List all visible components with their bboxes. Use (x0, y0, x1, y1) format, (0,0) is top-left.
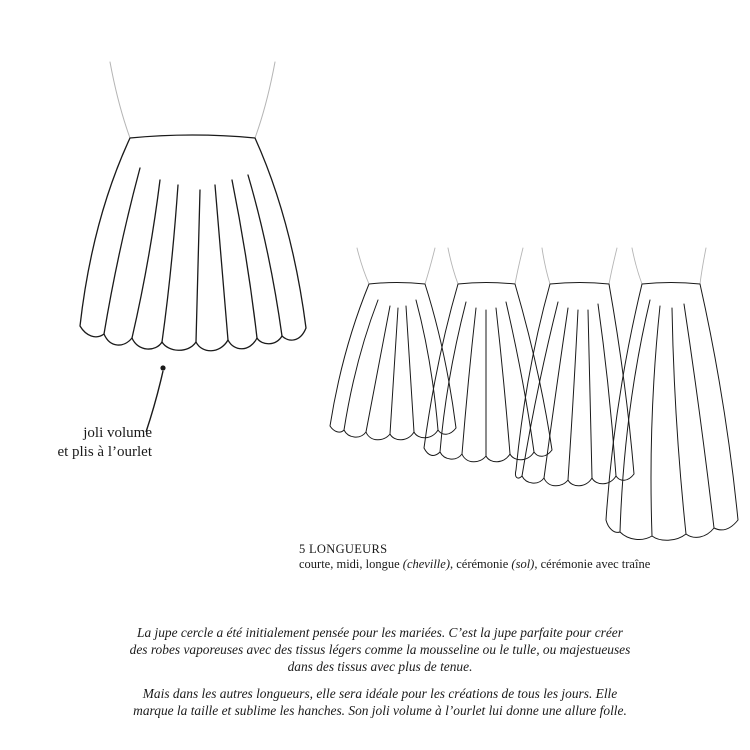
callout-pointer (146, 365, 166, 432)
lengths-list (299, 557, 650, 571)
description-line: des robes vaporeuses avec des tissus légers comme la mousseline ou le tulle, ou majestueuses (129, 642, 631, 657)
large-skirt-fold (104, 168, 140, 334)
lengths-caption (299, 542, 650, 572)
large-skirt-drawing (80, 62, 306, 351)
large-skirt-fold (248, 175, 282, 336)
body-guide-left (110, 62, 130, 138)
lengths-part-3: , cérémonie avec traîne (534, 557, 651, 571)
description-line: La jupe cercle a été initialement pensée pour les mariées. C’est la jupe parfaite pour créer (137, 625, 623, 640)
lengths-cheville-note: (cheville) (402, 557, 450, 571)
description-line: marque la taille et sublime les hanches. Son joli volume à l’ourlet lui donne une allure folle. (133, 703, 627, 718)
callout-line-1: joli volume (83, 425, 152, 441)
lengths-part-2: , cérémonie (449, 557, 512, 571)
lengths-title: 5 LONGUEURS (299, 542, 388, 556)
hem-volume-callout (20, 424, 152, 462)
large-skirt-fold (215, 185, 228, 340)
large-skirt-fold (232, 180, 257, 338)
description-line: Mais dans les autres longueurs, elle sera idéale pour les créations de tous les jours. Elle (142, 686, 618, 701)
lengths-sol-note: (sol) (511, 557, 535, 571)
large-skirt-fold (132, 180, 160, 338)
description-paragraph-2 (40, 685, 720, 719)
description-paragraph-1 (40, 624, 720, 675)
large-skirt-outline (80, 135, 306, 351)
large-skirt-fold (162, 185, 178, 342)
skirt-short (330, 248, 456, 440)
lengths-part-1: courte, midi, longue (299, 557, 403, 571)
large-skirt-fold (196, 190, 200, 342)
description-line: dans des tissus avec plus de tenue. (287, 659, 473, 674)
body-guide-right (255, 62, 275, 138)
callout-line-2: et plis à l’ourlet (57, 444, 152, 460)
